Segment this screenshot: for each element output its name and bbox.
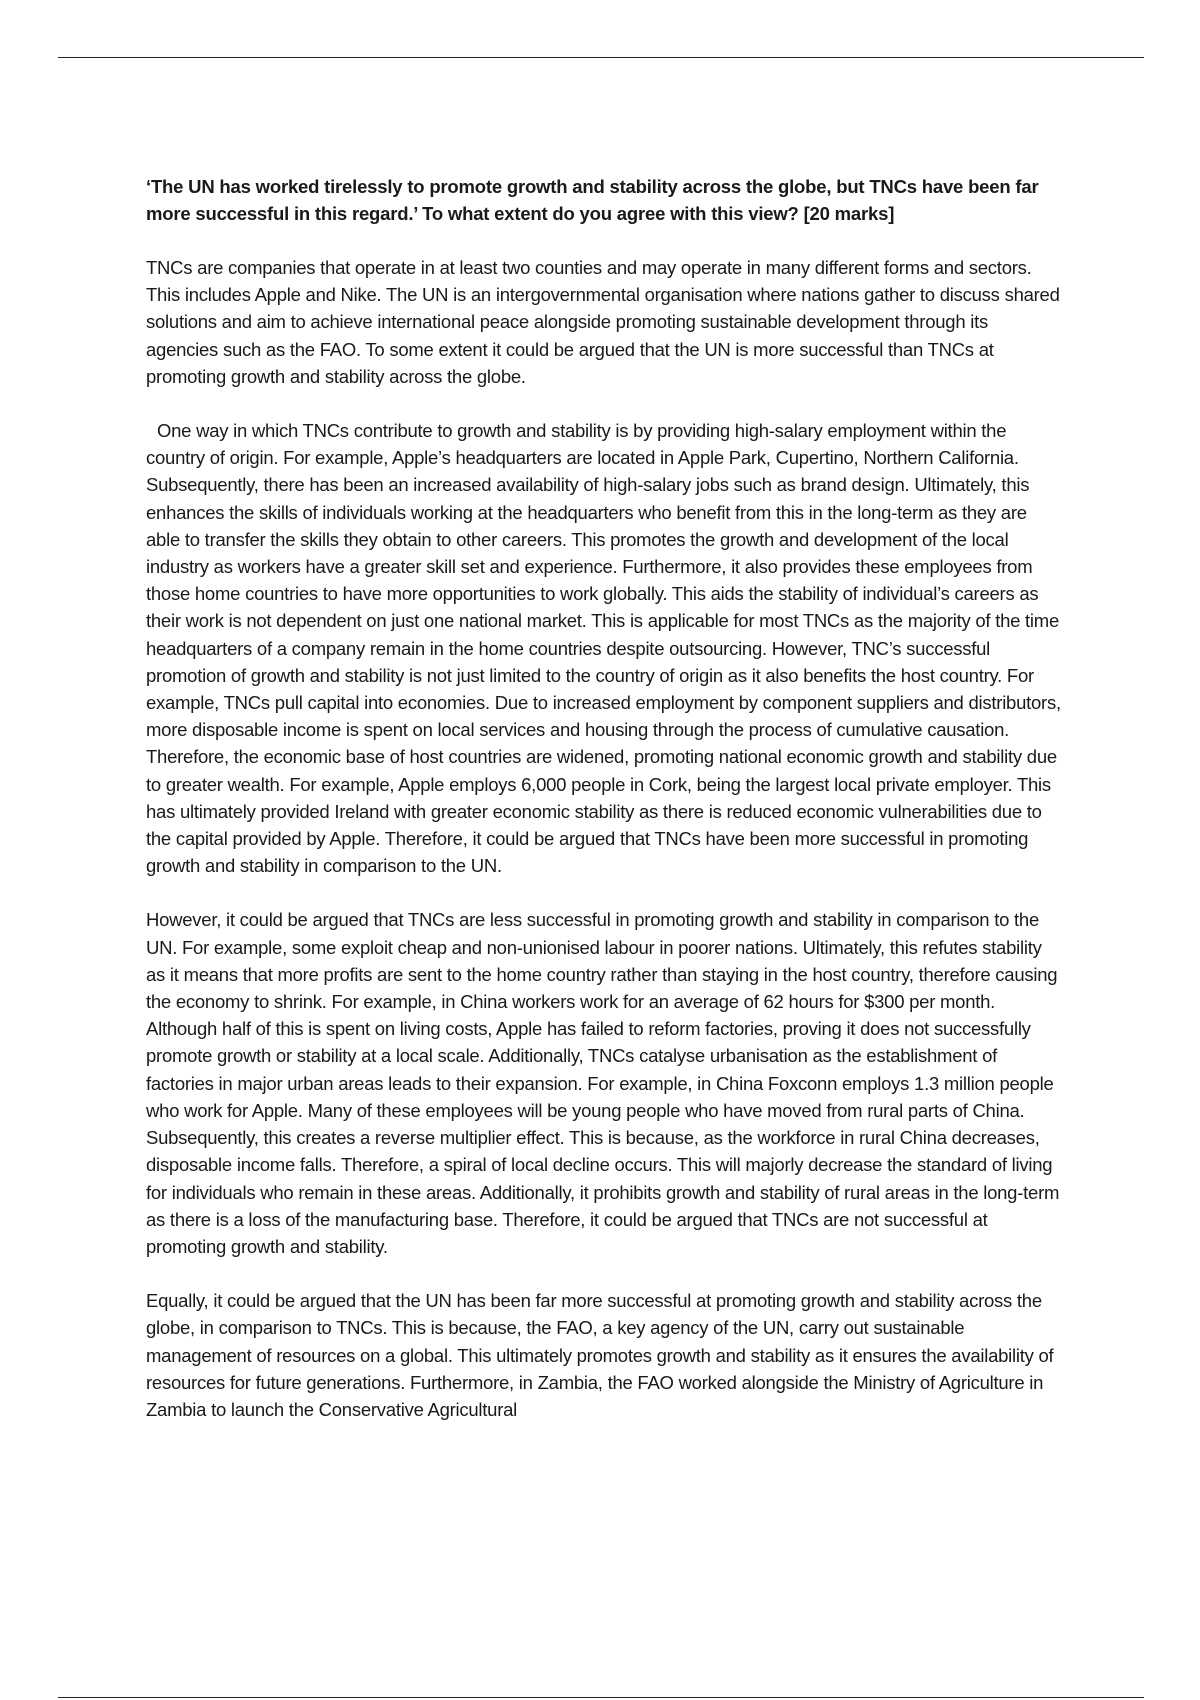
paragraph-introduction: TNCs are companies that operate in at least two counties and may operate in many different forms and sectors. This includes Apple and Nike. The UN is an intergovernmental organisation where nations gather to discuss shared solutions and aim to achieve international peace alongside promoting sustainable development through its agencies such as the FAO. To some extent it could be argued that the UN is more successful than TNCs at promoting growth and stability across the globe. [146,257,1060,387]
paragraph-tnc-counterargument: However, it could be argued that TNCs are less successful in promoting growth and stability in comparison to the UN. For example, some exploit cheap and non-unionised labour in poorer nations. Ultimately, this refutes stability as it means that more profits are sent to the home country rather than staying in the host country, therefore causing the economy to shrink. For example, in China workers work for an average of 62 hours for $300 per month. Although half of this is spent on living costs, Apple has failed to reform factories, proving it does not successfully promote growth or stability at a local scale. Additionally, TNCs catalyse urbanisation as the establishment of factories in major urban areas leads to their expansion. For example, in China Foxconn employs 1.3 million people who work for Apple. Many of these employees will be young people who have moved from rural parts of China. Subsequently, this creates a reverse multiplier effect. This is because, as the workforce in rural China decreases, disposable income falls. Therefore, a spiral of local decline occurs. This will majorly decrease the standard of living for individuals who remain in these areas. Additionally, it prohibits growth and stability of rural areas in the long-term as there is a loss of the manufacturing base. Therefore, it could be argued that TNCs are not successful at promoting growth and stability. [146,909,1060,1257]
header-rule [58,57,1144,58]
essay-question: ‘The UN has worked tirelessly to promote growth and stability across the globe, but TNCs have been far more successful in this regard.’ To what extent do you agree with this view? [20 marks] [146,176,1039,224]
paragraph-tnc-growth: One way in which TNCs contribute to growth and stability is by providing high-salary employment within the country of origin. For example, Apple’s headquarters are located in Apple Park, Cupertino, Northern California. Subsequently, there has been an increased availability of high-salary jobs such as brand design. Ultimately, this enhances the skills of individuals working at the headquarters who benefit from this in the long-term as they are able to transfer the skills they obtain to other careers. This promotes the growth and development of the local industry as workers have a greater skill set and experience. Furthermore, it also provides these employees from those home countries to have more opportunities to work globally. This aids the stability of individual’s careers as their work is not dependent on just one national market. This is applicable for most TNCs as the majority of the time headquarters of a company remain in the home countries despite outsourcing. However, TNC’s successful promotion of growth and stability is not just limited to the country of origin as it also benefits the host country. For example, TNCs pull capital into economies. Due to increased employment by component suppliers and distributors, more disposable income is spent on local services and housing through the process of cumulative causation. Therefore, the economic base of host countries are widened, promoting national economic growth and stability due to greater wealth. For example, Apple employs 6,000 people in Cork, being the largest local private employer. This has ultimately provided Ireland with greater economic stability as there is reduced economic vulnerabilities due to the capital provided by Apple. Therefore, it could be argued that TNCs have been more successful in promoting growth and stability in comparison to the UN. [146,420,1061,877]
paragraph-un-success: Equally, it could be argued that the UN has been far more successful at promoting growth and stability across the globe, in comparison to TNCs. This is because, the FAO, a key agency of the UN, carry out sustainable management of resources on a global. This ultimately promotes growth and stability as it ensures the availability of resources for future generations. Furthermore, in Zambia, the FAO worked alongside the Ministry of Agriculture in Zambia to launch the Conservative Agricultural [146,1290,1054,1420]
footer-rule [58,1697,1144,1698]
document-body [146,173,1064,1450]
